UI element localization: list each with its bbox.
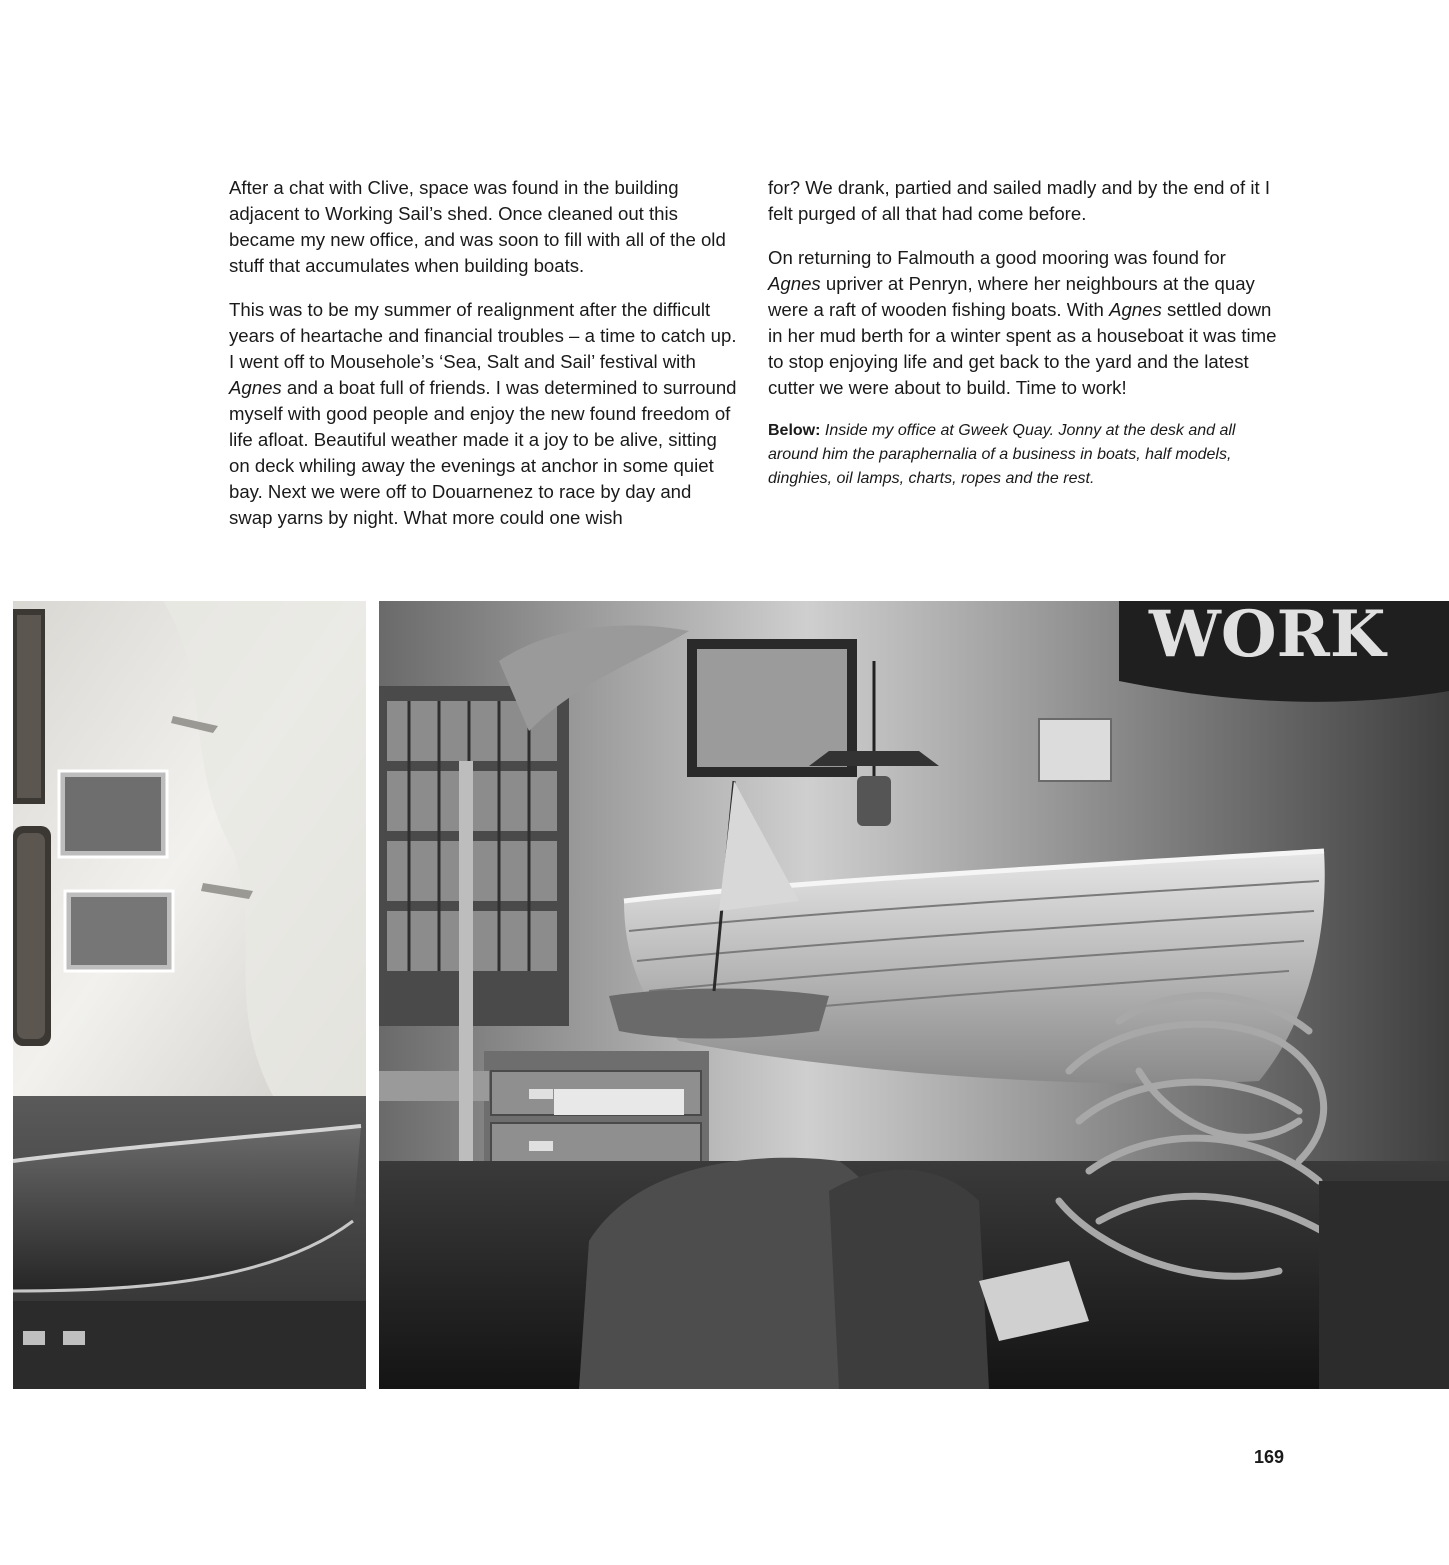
- boat-name: Agnes: [229, 377, 282, 398]
- boat-name: Agnes: [768, 273, 821, 294]
- text-run: On returning to Falmouth a good mooring was found for: [768, 247, 1226, 268]
- photo-office-interior: [379, 601, 1449, 1389]
- boat-name: Agnes: [1109, 299, 1162, 320]
- banner-lettering: WORK: [1149, 601, 1386, 672]
- paragraph: for? We drank, partied and sailed madly and by the end of it I felt purged of all that had come before.: [768, 177, 1270, 224]
- photo-half-model-illustration: [13, 601, 366, 1389]
- paragraph: After a chat with Clive, space was found in the building adjacent to Working Sail’s shed. Once cleaned out this became my new office, and was soon to fill with all of the old stuff that accumulates when building boats.: [229, 177, 726, 276]
- paragraph: [768, 245, 1278, 401]
- photo-office-illustration: [379, 601, 1449, 1389]
- text-run: This was to be my summer of realignment after the difficult years of heartache and financial troubles – a time to catch up. I went off to Mousehole’s ‘Sea, Salt and Sail’ festival with: [229, 299, 737, 372]
- caption-label: Below:: [768, 422, 821, 439]
- right-text-column: [768, 175, 1278, 509]
- photo-half-model-wall: [13, 601, 366, 1389]
- photo-caption: [768, 419, 1278, 491]
- caption-text: Inside my office at Gweek Quay. Jonny at the desk and all around him the paraphernalia of a business in boats, half models, dinghies, oil lamps, charts, ropes and the rest.: [768, 422, 1236, 487]
- page-number: 169: [1254, 1447, 1285, 1467]
- text-run: and a boat full of friends. I was determined to surround myself with good people and enjoy the new found freedom of life afloat. Beautiful weather made it a joy to be alive, sitting on deck whiling away the evenings at anchor in some quiet bay. Next we were off to Douarnenez to race by day and swap yarns by night. What more could one wish: [229, 377, 737, 528]
- paragraph: [229, 297, 739, 531]
- left-text-column: [229, 175, 739, 549]
- text-run: upriver at Penryn, where her neighbours at the quay were a raft of wooden fishing boats. With: [768, 273, 1255, 320]
- text-run: settled down in her mud berth for a winter spent as a houseboat it was time to stop enjoying life and get back to the yard and the latest cutter we were about to build. Time to work!: [768, 299, 1277, 398]
